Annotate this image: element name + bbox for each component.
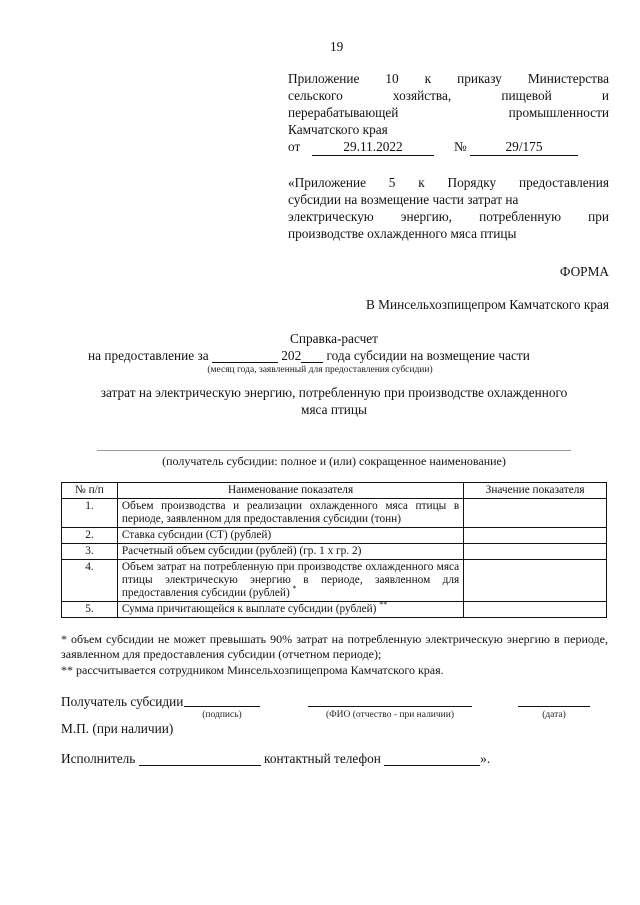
row-num: 2. — [62, 528, 118, 544]
fio-field[interactable] — [308, 706, 472, 707]
number-label: № — [454, 139, 467, 154]
row-value[interactable] — [464, 560, 607, 602]
footnote-1: * объем субсидии не может превышать 90% затрат на потребленную электрическую энергию в периоде, заявленном для предоставления субсидии (отчетном периоде); — [61, 632, 608, 661]
quote-line: электрическую энергию, потребленную при — [288, 209, 609, 224]
calculation-table — [61, 482, 607, 618]
title-period-line — [88, 347, 608, 364]
row-name — [117, 602, 463, 618]
page-number: 19 — [330, 39, 344, 54]
month-field[interactable] — [212, 348, 278, 363]
header-value: Значение показателя — [464, 483, 607, 499]
closing-quote: ». — [480, 751, 491, 766]
footnote-2: ** рассчитывается сотрудником Минсельхозпищепрома Камчатского края. — [61, 663, 444, 677]
row-name — [117, 544, 463, 560]
table-row — [62, 528, 607, 544]
form-label: ФОРМА — [559, 264, 609, 279]
table-row — [62, 544, 607, 560]
appendix-line: Камчатского края — [288, 122, 388, 137]
appendix-line: сельского хозяйства, пищевой и — [288, 88, 609, 103]
recipient-hint: (получатель субсидии: полное и (или) сокращенное наименование) — [162, 454, 506, 468]
order-number: 29/175 — [470, 138, 578, 156]
appendix-line: Приложение 10 к приказу Министерства — [288, 71, 609, 86]
recipient-field[interactable] — [97, 450, 571, 451]
header-num: № п/п — [62, 483, 118, 499]
row-name-text: Сумма причитающейся к выплате субсидии (рублей) — [121, 603, 377, 615]
header-name: Наименование показателя — [117, 483, 463, 499]
row-num: 1. — [62, 499, 118, 528]
document-title: Справка-расчет — [290, 331, 378, 346]
signature-hint: (подпись) — [202, 710, 242, 720]
footnote-mark: * — [292, 584, 297, 594]
date-field[interactable] — [518, 706, 590, 707]
row-num: 3. — [62, 544, 118, 560]
row-name-text: Объем производства и реализации охлажденного мяса птицы в периоде, заявленном для предоставления субсидии (тонн) — [121, 500, 460, 525]
row-name — [117, 560, 463, 602]
row-name-text: Ставка субсидии (СТ) (рублей) — [121, 529, 272, 541]
quote-line: производстве охлажденного мяса птицы — [288, 226, 517, 241]
executor-field[interactable] — [139, 752, 261, 766]
fio-hint: (ФИО (отчество - при наличии) — [326, 710, 454, 720]
signature-field[interactable] — [184, 706, 260, 707]
row-name-text: Объем затрат на потребленную при производстве охлажденного мяса птицы электрическую энергию в периоде, заявленном для предоставления субсидии (рублей) — [121, 561, 460, 599]
order-date-number-line — [288, 138, 609, 156]
table-header-row — [62, 483, 607, 499]
phone-label: контактный телефон — [264, 751, 381, 766]
table-row — [62, 499, 607, 528]
row-name-text: Расчетный объем субсидии (рублей) (гр. 1 х гр. 2) — [121, 545, 362, 557]
title-line: мяса птицы — [301, 402, 367, 417]
row-num: 4. — [62, 560, 118, 602]
row-value[interactable] — [464, 544, 607, 560]
addressee: В Минсельхозпищепром Камчатского края — [365, 297, 609, 312]
month-hint: (месяц года, заявленный для предоставления субсидии) — [207, 365, 433, 375]
row-name — [117, 499, 463, 528]
footnote-mark: ** — [379, 600, 388, 610]
year-field[interactable] — [301, 348, 323, 363]
row-name — [117, 528, 463, 544]
table-row — [62, 560, 607, 602]
table-row — [62, 602, 607, 618]
date-hint: (дата) — [542, 710, 566, 720]
row-value[interactable] — [464, 528, 607, 544]
executor-line — [61, 750, 621, 767]
row-num: 5. — [62, 602, 118, 618]
appendix-header — [288, 70, 609, 156]
appendix-line: перерабатывающей промышленности — [288, 105, 609, 120]
from-label: от — [288, 139, 301, 154]
row-value[interactable] — [464, 499, 607, 528]
quote-line: субсидии на возмещение части затрат на — [288, 192, 519, 207]
title-suffix: года субсидии на возмещение части — [326, 348, 530, 363]
title-line: затрат на электрическую энергию, потребленную при производстве охлажденного — [100, 385, 568, 400]
phone-field[interactable] — [384, 752, 480, 766]
appendix-quote — [288, 174, 609, 242]
executor-label: Исполнитель — [61, 751, 136, 766]
stamp-label: М.П. (при наличии) — [61, 721, 174, 736]
recipient-signature-label: Получатель субсидии — [61, 694, 184, 709]
row-value[interactable] — [464, 602, 607, 618]
quote-line: «Приложение 5 к Порядку предоставления — [288, 175, 609, 190]
order-date: 29.11.2022 — [312, 138, 434, 156]
title-prefix: на предоставление за — [88, 348, 209, 363]
title-year: 202 — [281, 348, 302, 363]
